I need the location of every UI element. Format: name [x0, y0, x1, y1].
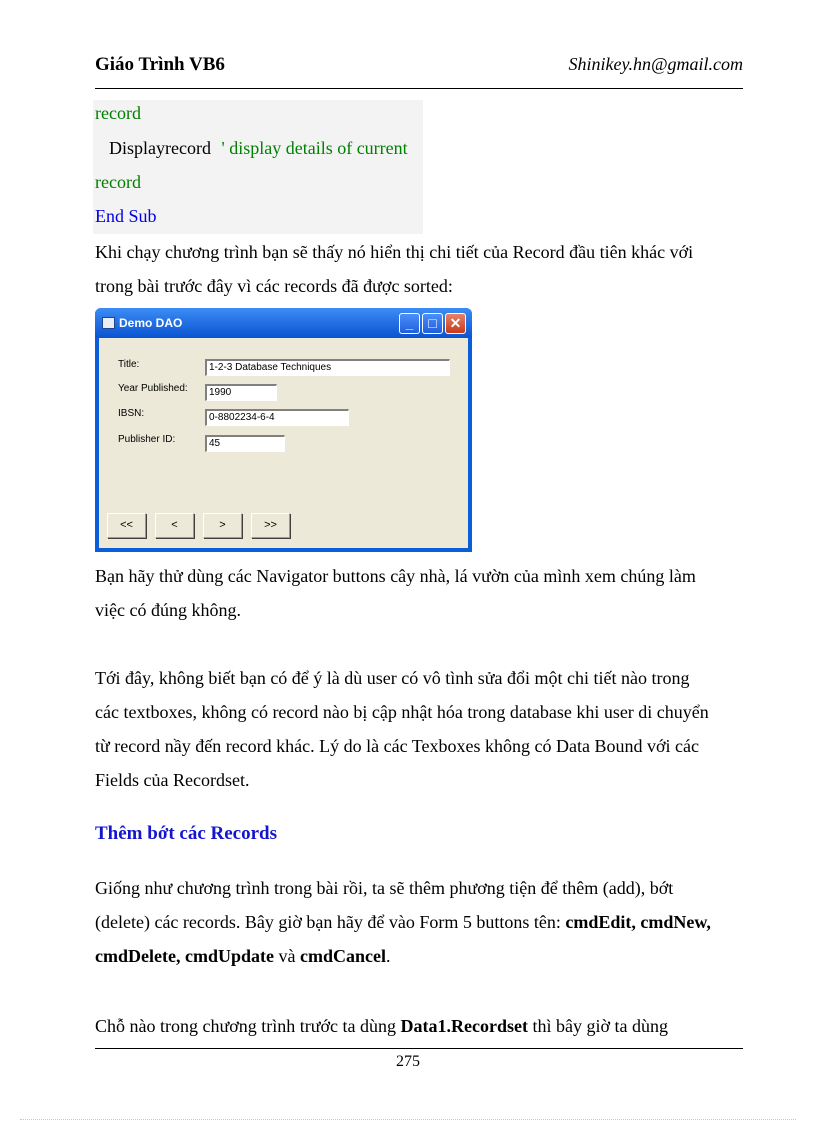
year-label: Year Published:: [118, 383, 188, 394]
recordset-text-post: thì bây giờ ta dùng: [527, 1016, 668, 1036]
recordset-paragraph: [95, 1009, 745, 1043]
code-line-2: [109, 138, 408, 159]
data-bound-paragraph: [95, 661, 745, 797]
section-heading: Thêm bớt các Records: [95, 823, 278, 844]
publisher-label: Publisher ID:: [118, 434, 176, 445]
code-line-3: record: [95, 172, 141, 192]
navigator-line-2: việc có đúng không.: [95, 600, 241, 620]
window-titlebar: [95, 308, 472, 338]
data-bound-line-3: từ record nầy đến record khác. Lý do là các Texboxes không có Data Bound với các: [95, 736, 699, 756]
intro-paragraph: [95, 235, 745, 303]
code-call: Displayrecord: [109, 138, 211, 158]
window-title: Demo DAO: [119, 316, 183, 330]
page-bottom-border: [20, 1119, 796, 1120]
header-email: Shinikey.hn@gmail.com: [568, 54, 743, 74]
data-bound-line-2: các textboxes, không có record nào bị cập nhật hóa trong database khi user di chuyển: [95, 702, 709, 722]
previous-record-button[interactable]: <: [155, 513, 194, 538]
code-comment: ' display details of current: [221, 138, 408, 158]
navigator-paragraph: [95, 559, 745, 627]
close-button[interactable]: ✕: [445, 313, 466, 334]
header-rule: [95, 88, 743, 89]
period: .: [385, 946, 391, 966]
recordset-name: Data1.Recordset: [400, 1016, 528, 1036]
ibsn-input[interactable]: 0-8802234-6-4: [205, 409, 349, 426]
title-label: Title:: [118, 359, 140, 370]
button-names-1: cmdEdit, cmdNew,: [565, 912, 711, 932]
title-input[interactable]: 1-2-3 Database Techniques: [205, 359, 450, 376]
navigator-line-1: Bạn hãy thử dùng các Navigator buttons cây nhà, lá vườn của mình xem chúng làm: [95, 566, 696, 586]
buttons-line-2-text: (delete) các records. Bây giờ bạn hãy để vào Form 5 buttons tên:: [95, 912, 566, 932]
minimize-button[interactable]: _: [399, 313, 420, 334]
code-line-1: record: [95, 103, 141, 123]
footer-rule: [95, 1048, 743, 1049]
year-input[interactable]: 1990: [205, 384, 277, 401]
last-record-button[interactable]: >>: [251, 513, 290, 538]
button-names-2: cmdDelete, cmdUpdate: [95, 946, 274, 966]
header-title: Giáo Trình VB6: [95, 54, 225, 75]
next-record-button[interactable]: >: [203, 513, 242, 538]
buttons-paragraph: [95, 871, 745, 973]
buttons-line-3: [95, 939, 745, 973]
maximize-button[interactable]: □: [422, 313, 443, 334]
button-names-3: cmdCancel: [299, 946, 386, 966]
buttons-line-2: [95, 905, 745, 939]
conjunction: và: [273, 946, 300, 966]
ibsn-label: IBSN:: [118, 408, 145, 419]
intro-line-2: trong bài trước đây vì các records đã được sorted:: [95, 276, 453, 296]
intro-line-1: Khi chạy chương trình bạn sẽ thấy nó hiển thị chi tiết của Record đầu tiên khác với: [95, 242, 694, 262]
app-icon: [102, 317, 115, 329]
first-record-button[interactable]: <<: [107, 513, 146, 538]
buttons-line-1: Giống như chương trình trong bài rồi, ta sẽ thêm phương tiện để thêm (add), bớt: [95, 878, 674, 898]
page-number: 275: [396, 1053, 420, 1070]
data-bound-line-4: Fields của Recordset.: [95, 770, 250, 790]
recordset-text-pre: Chỗ nào trong chương trình trước ta dùng: [95, 1016, 401, 1036]
demo-dao-window: [95, 308, 472, 552]
code-line-4: End Sub: [95, 206, 157, 226]
publisher-input[interactable]: 45: [205, 435, 285, 452]
data-bound-line-1: Tới đây, không biết bạn có để ý là dù user có vô tình sửa đổi một chi tiết nào trong: [95, 668, 690, 688]
